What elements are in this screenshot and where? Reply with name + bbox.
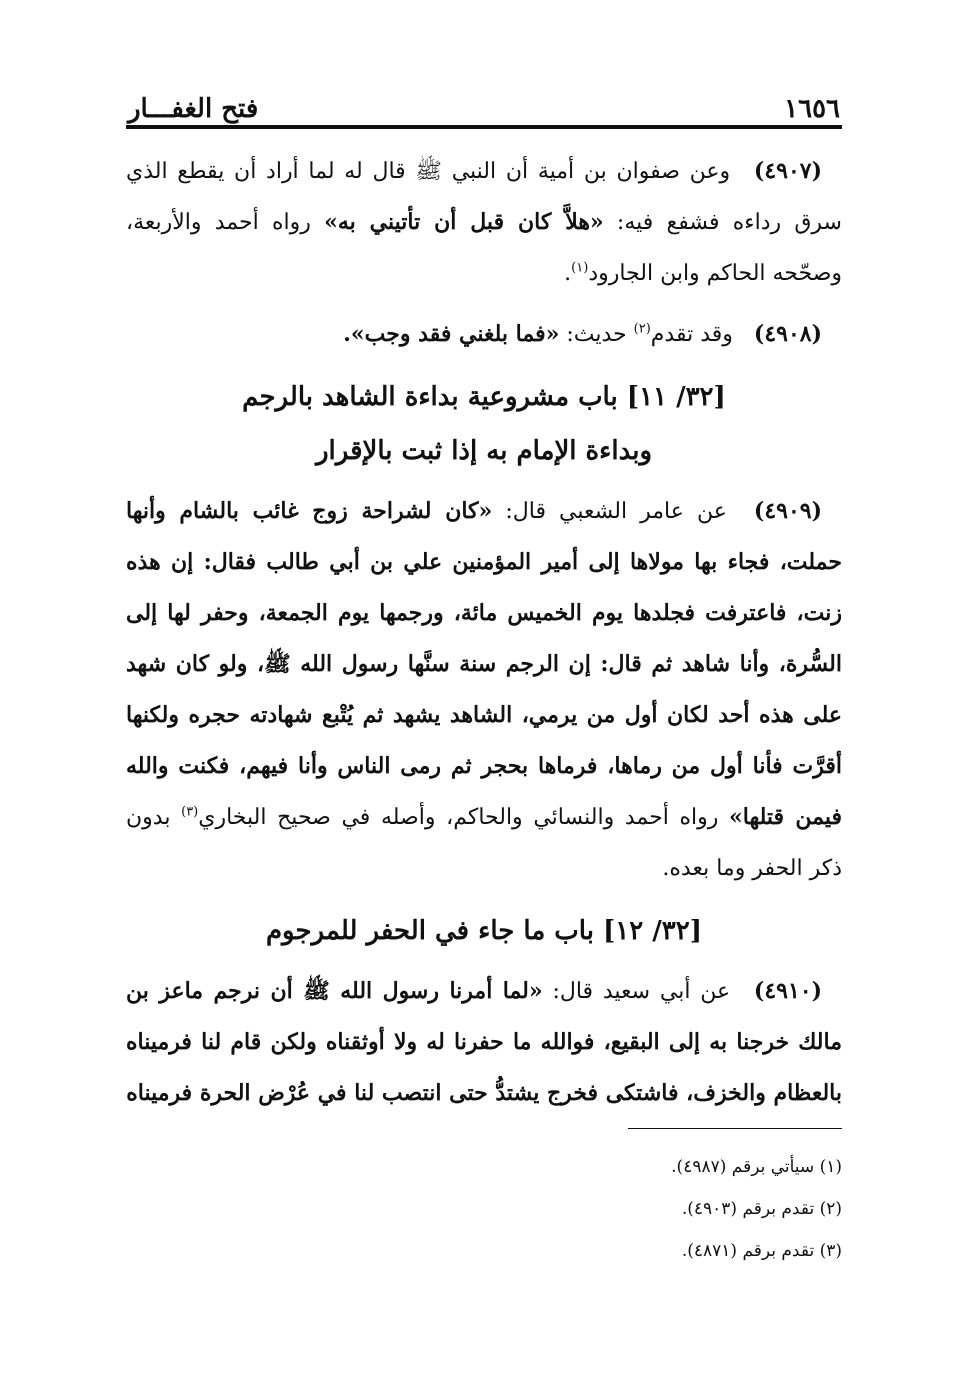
chapter-title-line: وبداءة الإمام به إذا ثبت بالإقرار [315,436,653,466]
chapter-heading-12 [126,904,842,958]
footnote-ref: (١) [571,260,589,276]
hadith-quote: «كان لشراحة زوج غائب بالشام وأنها حملت، فجاء بها مولاها إلى أمير المؤمنين علي بن أبي طالب فقال: إن هذه زنت، فاعترفت فجلدها يوم الخميس مائة، ورجمها يوم الجمعة، وحفر لها إلى السُّرة، وأنا شاهد ثم قال: إن الرجم سنة سنَّها رسول الله ﷺ، ولو كان شهد على هذه أحد لكان أول من يرمي، الشاهد يشهد ثم يُتْبع شهادته حجره ولكنها أقرَّت فأنا أول من رماها، فرماها بحجر ثم رمى الناس وأنا فيهم، فكنت والله فيمن قتلها» [126,498,842,830]
hadith-4908 [126,309,842,360]
hadith-number: (٤٩١٠) [753,978,823,1004]
hadith-text: رواه أحمد والأربعة، وصحّحه الحاكم وابن الجارود [126,210,842,286]
book-title: فتح الغفـــار [128,94,259,124]
hadith-4909 [126,486,842,894]
footnote-1: (١) سيأتي برقم (٤٩٨٧). [671,1157,842,1177]
footnotes [480,1146,842,1272]
hadith-quote: «لما أمرنا رسول الله ﷺ أن نرجم ماعز بن مالك خرجنا به إلى البقيع، فوالله ما حفرنا له ولا أوثقناه ولكن قام لنا فرميناه بالعظام والخزف، فاشتكى فخرج يشتدُّ حتى انتصب لنا في عُرْض الحرة فرميناه [126,978,842,1106]
page-number: ١٦٥٦ [784,94,840,124]
hadith-quote: «فما بلغني فقد وجب». [343,321,560,347]
footnote-rule [628,1128,842,1129]
running-header [128,88,840,124]
hadith-4907 [126,146,842,299]
hadith-text: عن عامر الشعبي قال: [505,499,727,524]
chapter-title-line: [٣٢/ ١١] باب مشروعية بداءة الشاهد بالرجم [242,382,726,412]
hadith-text: رواه أحمد والنسائي والحاكم، وأصله في صحيح البخاري [198,805,719,830]
footnote-3: (٣) تقدم برقم (٤٨٧١). [681,1241,842,1261]
chapter-title-line: [٣٢/ ١٢] باب ما جاء في الحفر للمرجوم [265,916,703,946]
hadith-text: حديث: [566,322,627,347]
hadith-number: (٤٩٠٨) [753,321,822,347]
hadith-text: عن أبي سعيد قال: [552,979,731,1004]
hadith-text: . [564,261,572,286]
footnote-2: (٢) تقدم برقم (٤٩٠٣). [681,1199,842,1219]
chapter-heading-11 [126,370,842,478]
hadith-number: (٤٩٠٧) [753,158,822,184]
footnote-ref: (٣) [181,804,199,820]
main-text [126,146,842,1129]
hadith-4910 [126,966,842,1119]
hadith-number: (٤٩٠٩) [753,498,823,524]
header-rule [126,125,842,129]
hadith-quote: «هلاَّ كان قبل أن تأتيني به» [324,209,604,235]
hadith-text: وعن صفوان بن أمية أن النبي ﷺ قال له لما أراد أن يقطع الذي سرق رداءه فشفع فيه: [126,159,842,235]
hadith-text: بدون ذكر الحفر وما بعده. [126,805,842,881]
hadith-text: وقد تقدم [650,322,733,347]
footnote-ref: (٢) [633,321,651,337]
